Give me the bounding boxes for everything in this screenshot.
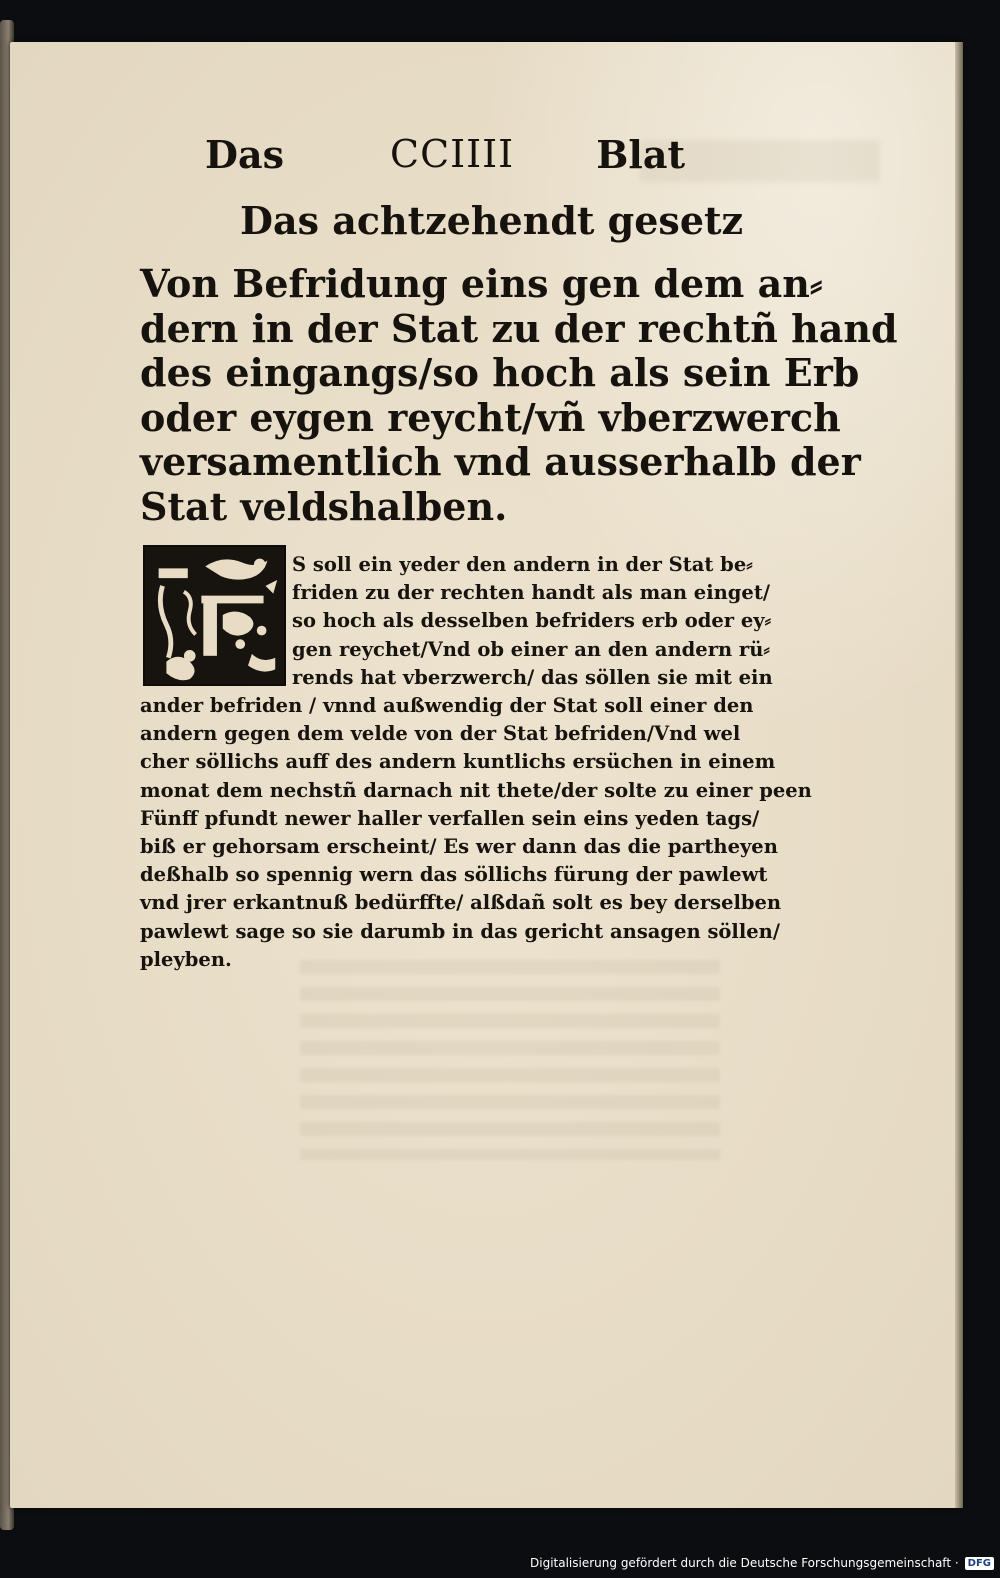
body-line: S soll ein yeder den andern in der Stat be⸗ bbox=[292, 553, 753, 576]
body-line: biß er gehorsam erscheint/ Es wer dann das die partheyen bbox=[140, 835, 778, 859]
heading-line: des eingangs/so hoch als sein Erb bbox=[140, 350, 860, 396]
chapter-title: Das achtzehendt gesetz bbox=[240, 198, 744, 243]
body-line: rends hat vberzwerch/ das söllen sie mit ein bbox=[292, 665, 773, 689]
heading-line: dern in der Stat zu der rechtñ hand bbox=[140, 305, 898, 351]
body-text bbox=[140, 551, 812, 974]
body-line: gen reychet/Vnd ob einer an den andern rü⸗ bbox=[292, 637, 770, 661]
running-head bbox=[205, 132, 685, 180]
body-line: deßhalb so spennig wern das söllichs fürung der pawlewt bbox=[140, 863, 768, 887]
dfg-logo[interactable]: DFG bbox=[965, 1557, 994, 1570]
folio-number: CCIIII bbox=[390, 132, 515, 176]
digitization-credit-bar bbox=[530, 1548, 1000, 1578]
body-line: andern gegen dem velde von der Stat befriden/Vnd wel bbox=[140, 722, 741, 746]
body-line: monat dem nechstñ darnach nit thete/der solte zu einer peen bbox=[140, 778, 812, 802]
body-line: vnd jrer erkantnuß bedürffte/ alßdañ solt es bey derselben bbox=[140, 891, 782, 915]
body-line: pleyben. bbox=[140, 947, 232, 971]
section-heading bbox=[140, 261, 898, 530]
body-line: friden zu der rechten handt als man einget/ bbox=[292, 581, 770, 605]
running-head-right: Blat bbox=[596, 132, 685, 177]
running-head-left: Das bbox=[205, 132, 284, 177]
heading-line: Von Befridung eins gen dem an⸗ bbox=[140, 261, 823, 306]
body-line: Fünff pfundt newer haller verfallen sein eins yeden tags/ bbox=[140, 806, 760, 830]
body-line: ander befriden / vnnd außwendig der Stat soll einer den bbox=[140, 694, 754, 718]
body-line: so hoch als desselben befriders erb oder ey⸗ bbox=[292, 609, 772, 633]
page-edge bbox=[955, 42, 963, 1508]
funding-credit: Digitalisierung gefördert durch die Deutsche Forschungsgemeinschaft · bbox=[530, 1556, 959, 1570]
body-line: cher söllichs auff des andern kuntlichs ersüchen in einem bbox=[140, 750, 776, 774]
heading-line: versamentlich vnd ausserhalb der bbox=[140, 439, 861, 485]
body-line: pawlewt sage so sie darumb in das gericht ansagen söllen/ bbox=[140, 919, 780, 943]
heading-line: Stat veldshalben. bbox=[140, 483, 508, 529]
heading-line: oder eygen reycht/vñ vberzwerch bbox=[140, 394, 841, 440]
